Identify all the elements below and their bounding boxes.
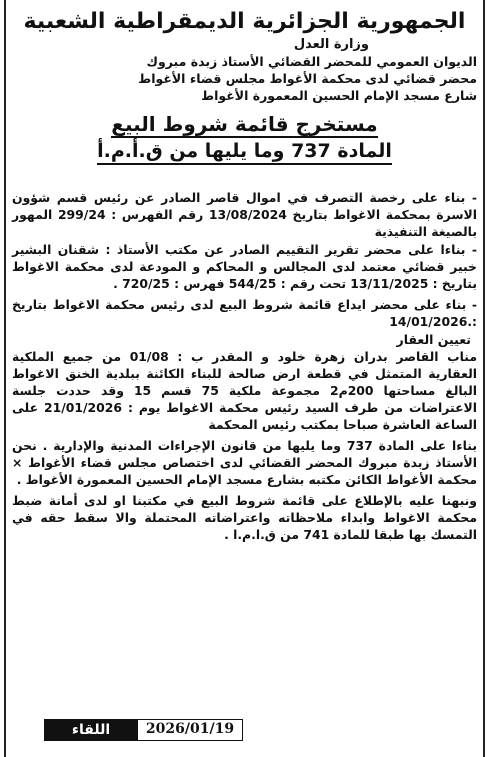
extract-article: المادة 737 وما يليها من ق.أ.م.أ bbox=[97, 140, 392, 165]
newspaper-name: اللقاء bbox=[44, 719, 138, 741]
paragraph-valuation: - بناءا على محضر تقرير التقييم الصادر عن مكتب الأستاذ : شقنان البشير خبير قضائي معتمد لدى المجالس و المحاكم و المودعة لدى محكمة الاغواط بتاريخ : 13/11/2025 تحت رقم : 544/25 فهرس : 720/25 . bbox=[12, 242, 477, 291]
notice-body bbox=[12, 189, 477, 543]
office-line-1: الديوان العمومي للمحضر القضائي الأستاذ زبدة مبروك bbox=[146, 54, 477, 69]
extract-title: مستخرج قائمة شروط البيع bbox=[111, 112, 378, 136]
paragraph-property: مناب القاصر بدران زهرة خلود و المقدر ب : 01/08 من جميع الملكية العقارية المتمثل في قطعة ارض صالحة للبناء الكائنة ببلدية الخنق الاغواط البالغ مساحتها 200م2 مجموعة ملكية 75 قسم 15 وقد حددت جلسة الاعتراضات من طرف السيد رئيس محكمة الاغواط يوم : 21/01/2026 على الساعة العاشرة صباحا بمكتب رئيس المحكمة bbox=[12, 349, 478, 432]
publication-footer bbox=[44, 719, 243, 741]
paragraph-deposit: - بناء على محضر ايداع قائمة شروط البيع لدى رئيس محكمة الاغواط بتاريخ :.14/01/2026 bbox=[12, 297, 477, 329]
office-line-2: محضر قضائي لدى محكمة الأغواط مجلس قضاء الأغواط bbox=[138, 71, 477, 86]
extract-heading bbox=[12, 112, 477, 165]
left-border bbox=[4, 0, 6, 757]
ministry-name: وزارة العدل bbox=[293, 37, 369, 52]
office-line-3: شارع مسجد الإمام الحسين المعمورة الأغواط bbox=[201, 88, 477, 103]
paragraph-legal-basis: بناءا على المادة 737 وما يليها من قانون الإجراءات المدنية والإدارية . نحن الأستاذ زبدة مبروك المحضر القضائي لدى اختصاص مجلس قضاء الأغواط × محكمة الأغواط الكائن مكتبه بشارع مسجد الإمام الحسين المعمورة الأغواط . bbox=[12, 438, 477, 487]
right-border bbox=[483, 0, 485, 757]
paragraph-notification: ونبهنا عليه بالإطلاع على قائمة شروط البيع في مكتبنا او لدى أمانة ضبط محكمة الاغواط وابداء ملاحظاته واعتراضاته المحتملة والا سقط حقه في التمسك بها طبقا للمادة 741 من ق.ا.م.ا . bbox=[12, 493, 477, 542]
paragraph-authorization: - بناء على رخصة التصرف في اموال قاصر الصادر عن رئيس قسم شؤون الاسرة بمحكمة الاغواط بتاريخ 13/08/2024 رقم الفهرس : 299/24 المهور بالصيغة التنفيذية bbox=[12, 190, 477, 239]
republic-title: الجمهورية الجزائرية الديمقراطية الشعبية bbox=[23, 9, 466, 34]
publication-date: 2026/01/19 bbox=[137, 719, 243, 741]
property-section-title: تعيين العقار bbox=[396, 332, 471, 347]
